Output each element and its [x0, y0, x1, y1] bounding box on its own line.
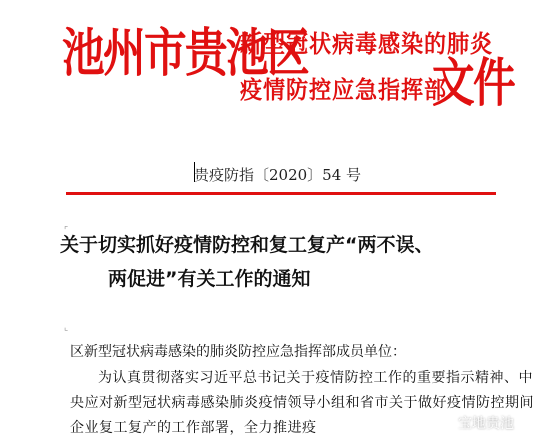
notice-title-line1: 关于切实抓好疫情防控和复工复产“两不误、	[60, 234, 434, 256]
body-paragraph: 为认真贯彻落实习近平总书记关于疫情防控工作的重要指示精神、中央应对新型冠状病毒感染肺炎疫情领导小组和省市关于做好疫情防控期间企业复工复产的工作部署，全力推进疫	[70, 370, 534, 436]
issuer-subtitle-line1: 新型冠状病毒感染的肺炎	[240, 30, 493, 58]
red-divider	[66, 192, 496, 195]
document-number: 贵疫防指〔2020〕54 号	[194, 166, 362, 184]
recipient-line: 区新型冠状病毒感染的肺炎防控应急指挥部成员单位：	[70, 344, 406, 360]
account-watermark	[436, 413, 514, 433]
notice-title	[60, 228, 520, 296]
document-type: 文件	[432, 54, 515, 114]
watermark-text: 宝地贵池	[458, 416, 514, 432]
wechat-icon	[436, 415, 454, 431]
issuer-name: 池州市贵池区	[62, 24, 309, 84]
document-header	[0, 0, 550, 140]
issuer-subtitle-line2: 疫情防控应急指挥部	[240, 76, 447, 104]
notice-title-line2: 两促进”有关工作的通知	[108, 268, 311, 290]
corner-mark-icon: ⌜	[64, 226, 69, 236]
corner-mark-icon: ⌞	[64, 323, 69, 333]
